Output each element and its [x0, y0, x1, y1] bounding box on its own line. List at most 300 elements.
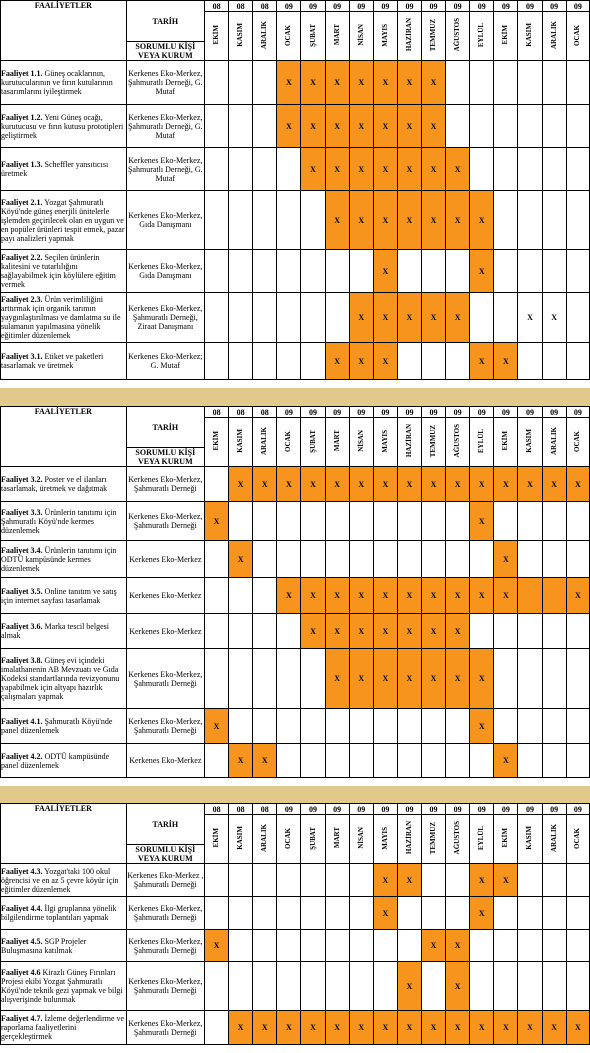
schedule-cell: [229, 293, 253, 343]
responsible-party: Kerkenes Eko-Merkez, Şahmuratlı Derneği, G. Mutaf: [126, 148, 204, 191]
schedule-cell: [301, 293, 325, 343]
year-cell: 09: [470, 804, 494, 815]
schedule-cell-active: X: [446, 614, 470, 649]
schedule-cell-active: X: [422, 148, 446, 191]
activity-code: Faaliyet 4.1.: [1, 717, 43, 726]
schedule-cell: [397, 744, 421, 778]
month-cell: [301, 418, 325, 467]
schedule-cell: [422, 897, 446, 930]
schedule-cell: [205, 1011, 229, 1045]
schedule-cell: [470, 61, 494, 105]
schedule-cell: [470, 541, 494, 578]
month-label: MAYIS: [380, 23, 389, 47]
schedule-cell-active: X: [397, 191, 421, 250]
month-label: AĞUSTOS: [453, 18, 462, 52]
activity-text: Yozgat Şahmuratlı Köyü'nde güneş enerjili ünitelerle işlemden geçirilecek olan en uygun ve en popüler ürünleri tespit etmek, pazar payı analizleri yapmak: [1, 197, 125, 243]
responsible-party: Kerkenes Eko-Merkez, Şahmuratlı Derneği: [126, 502, 204, 541]
activity-name: [1, 709, 127, 744]
schedule-cell: [349, 962, 373, 1011]
schedule-cell: [422, 709, 446, 744]
schedule-cell: [325, 541, 349, 578]
schedule-cell-active: X: [205, 930, 229, 962]
schedule-cell-active: X: [373, 148, 397, 191]
responsible-party: Kerkenes Eko-Merkez, Şahmuratlı Derneği: [126, 897, 204, 930]
schedule-cell-active: X: [470, 250, 494, 293]
schedule-cell-active: X: [422, 578, 446, 614]
responsible-party: Kerkenes Eko-Merkez, Gıda Danışmanı: [126, 250, 204, 293]
month-cell: [566, 418, 589, 467]
header-year-row: [1, 804, 590, 815]
month-cell: [373, 418, 397, 467]
schedule-cell: [205, 744, 229, 778]
schedule-cell: [253, 250, 277, 293]
schedule-cell-active: X: [205, 709, 229, 744]
year-cell: 09: [518, 407, 542, 418]
schedule-cell: [253, 930, 277, 962]
schedule-cell-active: X: [470, 897, 494, 930]
schedule-cell: [253, 61, 277, 105]
schedule-cell: [349, 541, 373, 578]
schedule-cell-active: X: [566, 578, 589, 614]
schedule-cell-active: X: [397, 467, 421, 502]
schedule-cell: [518, 962, 542, 1011]
schedule-cell: [253, 709, 277, 744]
schedule-cell: [349, 930, 373, 962]
schedule-cell: [373, 502, 397, 541]
month-label: ŞUBAT: [308, 23, 317, 47]
schedule-cell: [422, 962, 446, 1011]
year-cell: 09: [542, 804, 566, 815]
schedule-cell-active: X: [349, 343, 373, 380]
schedule-cell-active: X: [277, 578, 301, 614]
month-label: MART: [332, 827, 341, 849]
activity-text: Marka tescil belgesi almak: [1, 622, 109, 640]
responsible-party: Kerkenes Eko-Merkez, Şahmuratlı Derneği, G. Mutaf: [126, 61, 204, 105]
activity-row: [1, 191, 590, 250]
schedule-cell: [397, 541, 421, 578]
schedule-cell: [205, 614, 229, 649]
schedule-cell: [277, 709, 301, 744]
schedule-cell-active: X: [301, 105, 325, 148]
year-cell: 09: [446, 804, 470, 815]
activity-row: [1, 467, 590, 502]
month-cell: [349, 12, 373, 61]
activity-name: [1, 897, 127, 930]
year-cell: 08: [229, 804, 253, 815]
schedule-cell: [494, 293, 518, 343]
year-cell: 09: [566, 1, 589, 12]
activity-row: [1, 930, 590, 962]
month-cell: [277, 418, 301, 467]
year-cell: 09: [470, 407, 494, 418]
year-cell: 08: [253, 407, 277, 418]
schedule-cell-active: X: [422, 105, 446, 148]
month-label: AĞUSTOS: [453, 821, 462, 855]
schedule-cell: [325, 250, 349, 293]
month-label: EKİM: [212, 25, 221, 45]
month-label: EYLÜL: [477, 428, 486, 454]
month-label: ARALIK: [260, 426, 269, 455]
activity-name: [1, 649, 127, 709]
activity-code: Faaliyet 4.2.: [1, 751, 43, 761]
schedule-cell: [518, 897, 542, 930]
activity-row: [1, 744, 590, 778]
year-cell: 09: [325, 804, 349, 815]
month-cell: [397, 418, 421, 467]
schedule-cell: [494, 709, 518, 744]
schedule-cell: [566, 864, 589, 897]
schedule-cell-active: X: [325, 61, 349, 105]
responsible-party: Kerkenes Eko-Merkez: [126, 578, 204, 614]
schedule-cell: [277, 343, 301, 380]
schedule-cell-active: X: [229, 1011, 253, 1045]
schedule-cell: [277, 502, 301, 541]
schedule-cell: [470, 744, 494, 778]
month-label: MART: [332, 24, 341, 46]
schedule-cell: [277, 864, 301, 897]
schedule-cell-active: X: [446, 148, 470, 191]
schedule-cell: [253, 962, 277, 1011]
activity-code: Faaliyet 4.4.: [1, 904, 43, 913]
schedule-cell: [253, 897, 277, 930]
schedule-cell: [205, 649, 229, 709]
schedule-cell: [422, 744, 446, 778]
schedule-cell: [253, 649, 277, 709]
schedule-cell: [518, 502, 542, 541]
activity-row: [1, 502, 590, 541]
activity-name: [1, 930, 127, 962]
activity-code: Faaliyet 4.6: [1, 968, 41, 977]
schedule-cell: [205, 293, 229, 343]
schedule-cell: [301, 541, 325, 578]
schedule-cell-active: X: [542, 1011, 566, 1045]
schedule-cell-active: X: [470, 578, 494, 614]
schedule-cell-active: X: [349, 467, 373, 502]
year-cell: 09: [301, 804, 325, 815]
schedule-cell: [446, 343, 470, 380]
schedule-cell-active: X: [422, 614, 446, 649]
schedule-cell-active: X: [253, 744, 277, 778]
month-label: KASIM: [525, 23, 534, 47]
activity-name: [1, 191, 127, 250]
schedule-cell-active: X: [422, 467, 446, 502]
schedule-cell: [566, 250, 589, 293]
schedule-cell: [446, 541, 470, 578]
schedule-table: [0, 803, 590, 1045]
schedule-cell-active: X: [373, 897, 397, 930]
schedule-cell: [542, 614, 566, 649]
activity-code: Faaliyet 1.1.: [1, 69, 43, 78]
month-cell: [397, 815, 421, 864]
schedule-cell: [205, 61, 229, 105]
activity-row: [1, 343, 590, 380]
schedule-cell: [301, 343, 325, 380]
month-label: TEMMUZ: [429, 821, 438, 855]
schedule-cell-active: X: [349, 614, 373, 649]
year-cell: 09: [349, 407, 373, 418]
schedule-cell: [205, 105, 229, 148]
schedule-cell-active: X: [349, 61, 373, 105]
schedule-cell-active: X: [325, 578, 349, 614]
schedule-cell-active: X: [229, 541, 253, 578]
responsible-party: Kerkenes Eko-Merkez, Şahmuratlı Derneği: [126, 467, 204, 502]
schedule-cell: [229, 191, 253, 250]
month-cell: [205, 12, 229, 61]
month-label: ŞUBAT: [308, 429, 317, 453]
month-label: KASIM: [236, 429, 245, 453]
schedule-cell: [397, 930, 421, 962]
schedule-cell: [229, 864, 253, 897]
schedule-cell: [205, 897, 229, 930]
activity-text: Ürün verimliliğini arttırmak için organik tarımın yaygınlaştırılması ve damlatma su ile sulamanın yapılmasına yönelik eğitimler düzenlemek: [1, 295, 121, 340]
month-label: TEMMUZ: [429, 424, 438, 458]
schedule-cell: [253, 502, 277, 541]
schedule-cell-active: X: [397, 293, 421, 343]
schedule-cell-active: X: [301, 148, 325, 191]
schedule-cell-active: X: [566, 1011, 589, 1045]
schedule-cell: [229, 343, 253, 380]
schedule-cell-active: X: [446, 578, 470, 614]
year-cell: 09: [277, 1, 301, 12]
activity-row: [1, 897, 590, 930]
activity-text: Yeni Güneş ocağı, kurutucusu ve fırın kutusu prototipleri geliştirmek: [1, 112, 124, 140]
month-cell: [542, 12, 566, 61]
header-date: TARİH: [126, 1, 204, 42]
schedule-cell: [566, 293, 589, 343]
year-cell: 09: [325, 1, 349, 12]
schedule-cell: [205, 467, 229, 502]
schedule-cell-active: X: [349, 105, 373, 148]
year-cell: 09: [542, 1, 566, 12]
schedule-cell-active: X: [349, 191, 373, 250]
schedule-cell: [373, 962, 397, 1011]
month-cell: [349, 815, 373, 864]
header-responsible: SORUMLU KİŞİ VEYA KURUM: [126, 845, 204, 864]
month-label: NİSAN: [356, 827, 365, 849]
activity-code: Faaliyet 3.3.: [1, 507, 43, 517]
activity-name: [1, 148, 127, 191]
year-cell: 09: [349, 804, 373, 815]
schedule-cell: [518, 61, 542, 105]
month-cell: [518, 12, 542, 61]
month-cell: [422, 815, 446, 864]
month-cell: [446, 418, 470, 467]
month-cell: [325, 815, 349, 864]
month-label: EYLÜL: [477, 22, 486, 48]
year-cell: 09: [325, 407, 349, 418]
schedule-cell: [494, 962, 518, 1011]
schedule-cell-active: X: [422, 61, 446, 105]
schedule-cell-active: X: [253, 1011, 277, 1045]
year-cell: 09: [277, 407, 301, 418]
month-cell: [494, 815, 518, 864]
schedule-cell-active: X: [470, 467, 494, 502]
month-label: ARALIK: [260, 823, 269, 852]
schedule-cell: [205, 148, 229, 191]
schedule-cell: [566, 541, 589, 578]
year-cell: 09: [422, 804, 446, 815]
schedule-cell: [349, 250, 373, 293]
schedule-cell: [205, 962, 229, 1011]
month-label: OCAK: [284, 24, 293, 46]
schedule-cell: [301, 649, 325, 709]
month-cell: [253, 12, 277, 61]
schedule-cell: [542, 744, 566, 778]
responsible-party: Kerkenes Eko-Merkez, Şahmuratlı Derneği: [126, 962, 204, 1011]
year-cell: 08: [229, 1, 253, 12]
month-cell: [205, 815, 229, 864]
header-responsible: SORUMLU KİŞİ VEYA KURUM: [126, 42, 204, 61]
section-separator: [0, 388, 590, 406]
activity-name: [1, 502, 127, 541]
schedule-cell-active: X: [325, 343, 349, 380]
month-label: EYLÜL: [477, 825, 486, 851]
schedule-cell-active: X: [422, 649, 446, 709]
schedule-cell: [277, 930, 301, 962]
schedule-cell-active: X: [373, 105, 397, 148]
year-cell: 08: [205, 804, 229, 815]
schedule-cell: [494, 930, 518, 962]
month-cell: [253, 815, 277, 864]
year-cell: 09: [422, 1, 446, 12]
schedule-cell: [325, 930, 349, 962]
schedule-cell-active: X: [470, 709, 494, 744]
schedule-cell: [277, 649, 301, 709]
schedule-table: [0, 406, 590, 778]
schedule-cell-active: X: [494, 467, 518, 502]
schedule-cell: X: [518, 293, 542, 343]
activity-row: [1, 250, 590, 293]
month-label: EKİM: [212, 431, 221, 451]
schedule-cell-active: [542, 578, 566, 614]
schedule-cell: [518, 614, 542, 649]
header-date: TARİH: [126, 407, 204, 448]
schedule-cell: [229, 614, 253, 649]
activity-name: [1, 61, 127, 105]
schedule-cell: [542, 148, 566, 191]
month-label: MART: [332, 430, 341, 452]
month-cell: [373, 12, 397, 61]
schedule-cell: [277, 962, 301, 1011]
month-label: ŞUBAT: [308, 826, 317, 850]
activity-name: [1, 864, 127, 897]
activity-text: Etiket ve paketleri tasarlamak ve üretmek: [1, 352, 104, 370]
year-cell: 09: [494, 804, 518, 815]
schedule-cell: [542, 962, 566, 1011]
schedule-cell-active: X: [397, 148, 421, 191]
schedule-cell: [205, 343, 229, 380]
activity-name: [1, 541, 127, 578]
schedule-cell-active: X: [277, 1011, 301, 1045]
schedule-cell-active: X: [373, 1011, 397, 1045]
schedule-cell: [542, 61, 566, 105]
year-cell: 09: [446, 407, 470, 418]
schedule-cell-active: X: [373, 61, 397, 105]
schedule-cell-active: X: [301, 467, 325, 502]
responsible-party: Kerkenes Eko-Merkez: [126, 744, 204, 778]
schedule-cell: [566, 614, 589, 649]
activity-row: [1, 105, 590, 148]
header-year-row: [1, 1, 590, 12]
year-cell: 09: [518, 1, 542, 12]
activity-row: [1, 864, 590, 897]
activity-text: Online tanıtım ve satış için internet sayfası tasarlamak: [1, 586, 117, 605]
month-cell: [494, 12, 518, 61]
header-activities: FAALİYETLER: [1, 1, 127, 61]
month-cell: [422, 418, 446, 467]
schedule-cell-active: X: [205, 502, 229, 541]
schedule-table: [0, 0, 590, 380]
year-cell: 09: [494, 1, 518, 12]
year-cell: 08: [229, 407, 253, 418]
activity-text: Güneş ocaklarının, kurutucularının ve fırın kutularının tasarımlarını iyileştirmek: [1, 69, 113, 96]
responsible-party: Kerkenes Eko-Merkez, Gıda Danışmanı: [126, 191, 204, 250]
schedule-cell: [470, 930, 494, 962]
schedule-cell-active: X: [397, 105, 421, 148]
schedule-cell: [349, 502, 373, 541]
activity-name: [1, 250, 127, 293]
activity-code: Faaliyet 3.2.: [1, 475, 43, 484]
month-label: OCAK: [573, 827, 582, 849]
year-cell: 09: [397, 407, 421, 418]
section-separator: [0, 786, 590, 803]
schedule-cell: [229, 962, 253, 1011]
schedule-cell-active: X: [349, 649, 373, 709]
schedule-cell: [542, 191, 566, 250]
schedule-cell-active: X: [494, 541, 518, 578]
month-label: HAZİRAN: [404, 18, 413, 52]
schedule-cell: [397, 343, 421, 380]
schedule-cell: [446, 61, 470, 105]
schedule-cell: [518, 930, 542, 962]
month-cell: [349, 418, 373, 467]
month-cell: [518, 815, 542, 864]
year-cell: 09: [349, 1, 373, 12]
activity-code: Faaliyet 3.5.: [1, 586, 43, 596]
schedule-cell: [566, 962, 589, 1011]
schedule-cell: [397, 250, 421, 293]
schedule-cell-active: X: [277, 61, 301, 105]
schedule-cell: [397, 502, 421, 541]
month-cell: [542, 815, 566, 864]
schedule-cell: [542, 541, 566, 578]
year-cell: 09: [373, 1, 397, 12]
month-cell: [325, 12, 349, 61]
schedule-cell: [301, 191, 325, 250]
schedule-cell: [494, 148, 518, 191]
schedule-cell: [301, 897, 325, 930]
schedule-cell-active: X: [301, 1011, 325, 1045]
year-cell: 09: [566, 804, 589, 815]
schedule-cell-active: X: [373, 467, 397, 502]
schedule-cell-active: X: [446, 1011, 470, 1045]
year-cell: 09: [518, 804, 542, 815]
schedule-cell-active: X: [301, 61, 325, 105]
schedule-cell: [205, 250, 229, 293]
year-cell: 09: [277, 804, 301, 815]
schedule-cell: [542, 709, 566, 744]
year-cell: 09: [422, 407, 446, 418]
schedule-cell: [542, 250, 566, 293]
schedule-cell: [518, 864, 542, 897]
schedule-cell: [301, 744, 325, 778]
schedule-cell-active: X: [422, 293, 446, 343]
schedule-cell: [229, 105, 253, 148]
activity-name: [1, 578, 127, 614]
schedule-cell: [325, 864, 349, 897]
year-cell: 09: [397, 1, 421, 12]
schedule-cell: [494, 191, 518, 250]
